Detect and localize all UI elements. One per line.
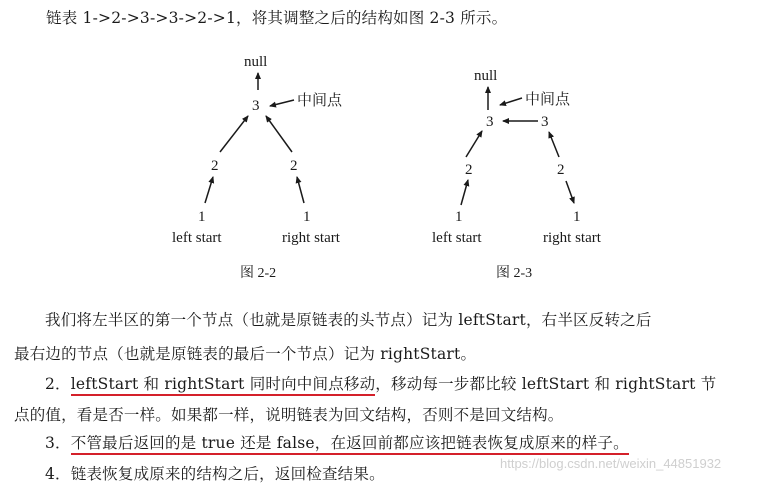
right-node-2: 2 — [290, 158, 298, 174]
arrow-left-1-to-2 — [205, 177, 213, 203]
step-number: 2． — [45, 375, 71, 393]
right-node-1: 1 — [573, 209, 581, 225]
arrow-right-2-to-3 — [266, 116, 292, 152]
mid-label: 中间点 — [525, 92, 571, 108]
step-3-line — [45, 431, 629, 453]
right-node-2: 2 — [557, 162, 565, 178]
null-label: null — [244, 54, 268, 70]
mid-label: 中间点 — [297, 93, 343, 109]
underlined-text: 不管最后返回的是 true 还是 false，在返回前都应该把链表恢复成原来的样子。 — [71, 434, 629, 455]
mid-pointer-arrow — [500, 98, 522, 105]
paragraph-line-1: 我们将左半区的第一个节点（也就是原链表的头节点）记为 leftStart，右半区反转之后 — [45, 311, 652, 329]
left-node-2: 2 — [465, 162, 473, 178]
arrow-3-to-right-2 — [549, 132, 559, 157]
figure-2-2 — [172, 54, 343, 281]
arrow-left-2-to-3 — [220, 116, 248, 152]
left-node-2: 2 — [211, 158, 219, 174]
left-start-label: left start — [172, 230, 222, 246]
null-label: null — [474, 68, 498, 84]
right-node-1: 1 — [303, 209, 311, 225]
step-number: 3． — [45, 434, 71, 452]
node-3: 3 — [252, 98, 260, 114]
arrow-right-1-to-2 — [297, 177, 304, 203]
node-3-left: 3 — [486, 114, 494, 130]
step-2-line-2: 点的值，看是否一样。如果都一样，说明链表为回文结构，否则不是回文结构。 — [14, 406, 564, 424]
step-number: 4． — [45, 465, 71, 483]
mid-pointer-arrow — [270, 100, 294, 106]
paragraph-line-2: 最右边的节点（也就是原链表的最后一个节点）记为 rightStart。 — [14, 345, 477, 363]
node-3-right: 3 — [541, 114, 549, 130]
figure-caption: 图 2-2 — [240, 266, 277, 281]
left-node-1: 1 — [198, 209, 206, 225]
arrow-left-2-to-3 — [466, 131, 482, 157]
step-text: ，移动每一步都比较 leftStart 和 rightStart 节 — [375, 375, 717, 393]
step-2-line-1 — [45, 372, 716, 394]
step-text: 链表恢复成原来的结构之后，返回检查结果。 — [70, 465, 385, 483]
right-start-label: right start — [282, 230, 340, 246]
figure-caption: 图 2-3 — [496, 266, 533, 281]
underlined-text: leftStart 和 rightStart 同时向中间点移动 — [71, 375, 376, 396]
arrow-2-to-right-1 — [566, 181, 574, 203]
arrow-left-1-to-2 — [461, 180, 468, 205]
right-start-label: right start — [543, 230, 601, 246]
left-node-1: 1 — [455, 209, 463, 225]
figure-2-3 — [432, 68, 602, 281]
intro-text: 链表 1->2->3->3->2->1，将其调整之后的结构如图 2-3 所示。 — [46, 9, 508, 27]
step-4-line — [45, 462, 385, 484]
left-start-label: left start — [432, 230, 482, 246]
watermark: https://blog.csdn.net/weixin_44851932 — [500, 456, 722, 471]
